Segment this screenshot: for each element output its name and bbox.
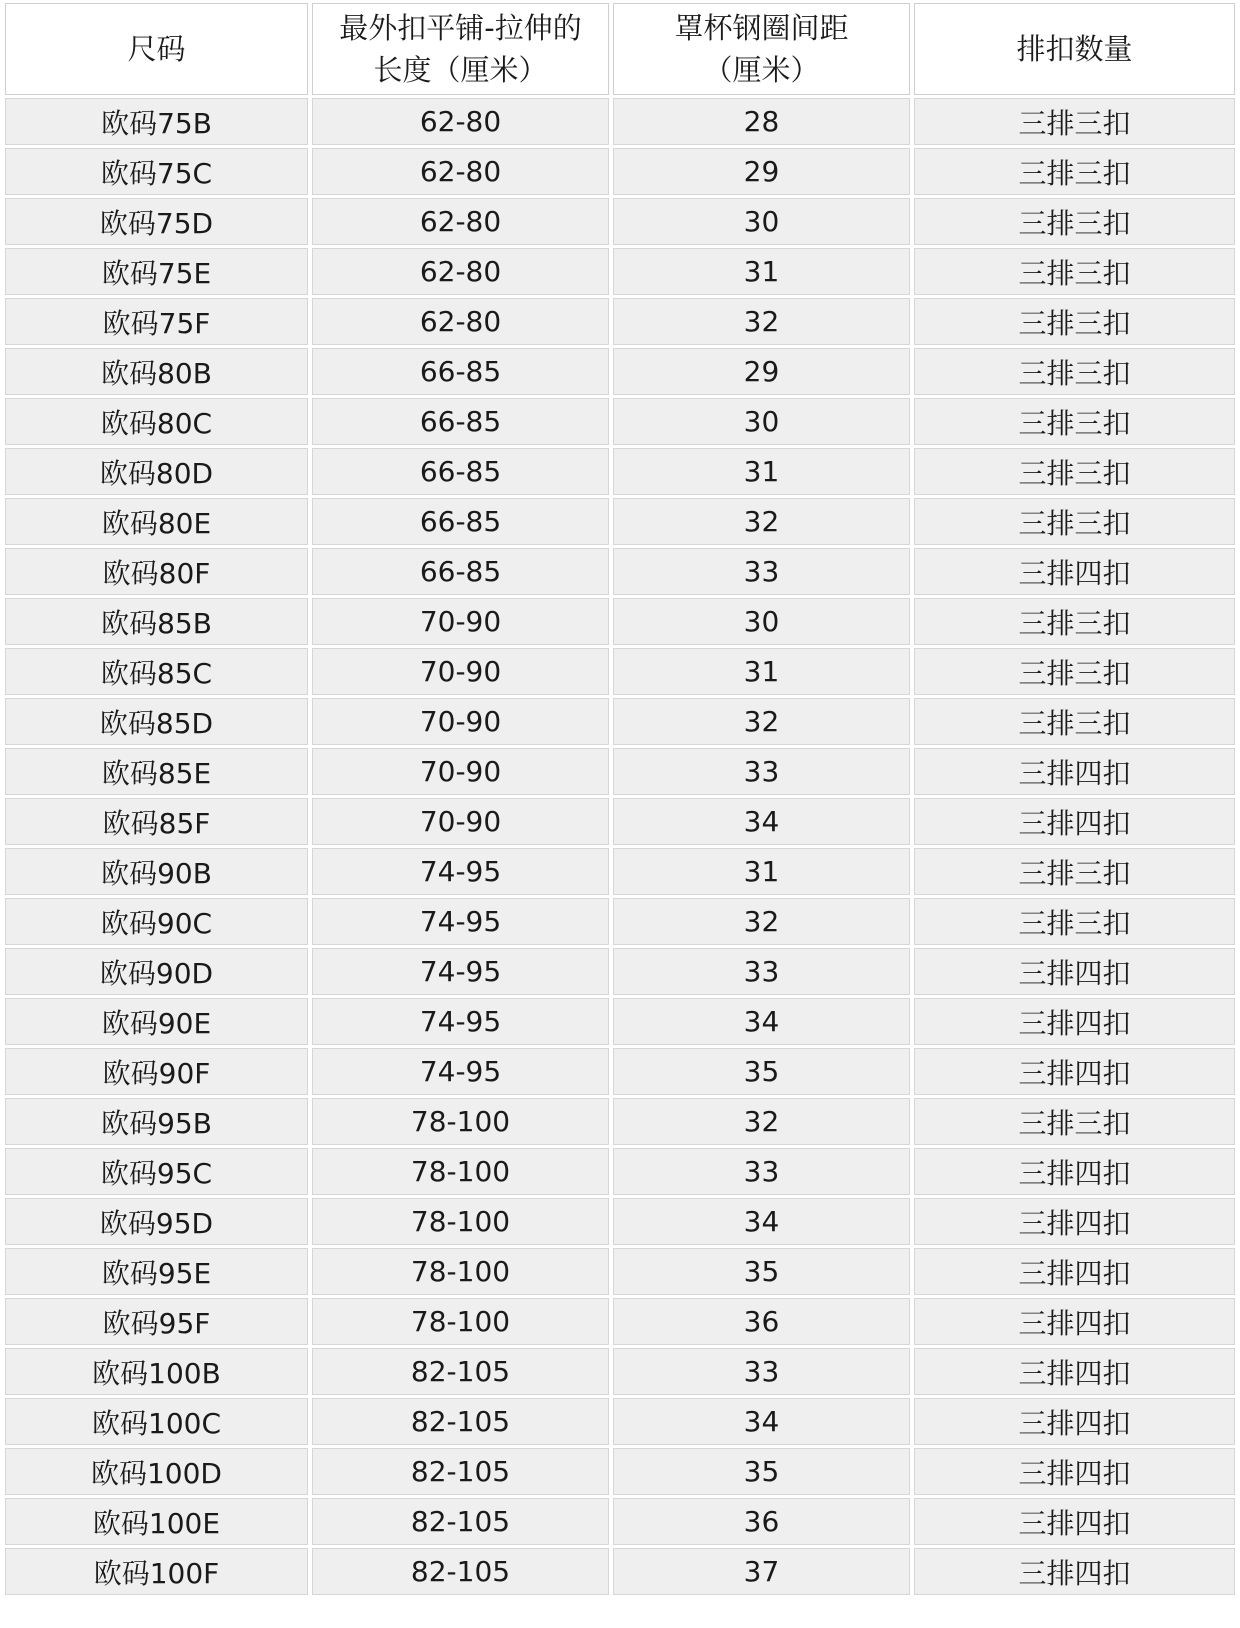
cell-size: 欧码100E bbox=[5, 1498, 308, 1545]
table-row bbox=[5, 798, 1235, 848]
cell-underwire-spacing: 35 bbox=[613, 1048, 910, 1095]
cell-underwire-spacing: 33 bbox=[613, 748, 910, 795]
cell-underwire-spacing: 29 bbox=[613, 348, 910, 395]
cell-hook-count: 三排四扣 bbox=[914, 1048, 1235, 1095]
cell-band-stretch-length: 82-105 bbox=[312, 1498, 609, 1545]
cell-underwire-spacing: 37 bbox=[613, 1548, 910, 1595]
cell-underwire-spacing: 31 bbox=[613, 648, 910, 695]
table-row bbox=[5, 98, 1235, 148]
cell-underwire-spacing: 30 bbox=[613, 598, 910, 645]
cell-size: 欧码90B bbox=[5, 848, 308, 895]
cell-underwire-spacing: 31 bbox=[613, 848, 910, 895]
cell-size: 欧码90E bbox=[5, 998, 308, 1045]
cell-band-stretch-length: 62-80 bbox=[312, 98, 609, 145]
cell-band-stretch-length: 74-95 bbox=[312, 1048, 609, 1095]
cell-band-stretch-length: 70-90 bbox=[312, 748, 609, 795]
cell-hook-count: 三排四扣 bbox=[914, 1398, 1235, 1445]
cell-size: 欧码100F bbox=[5, 1548, 308, 1595]
cell-underwire-spacing: 34 bbox=[613, 1398, 910, 1445]
cell-band-stretch-length: 66-85 bbox=[312, 448, 609, 495]
cell-band-stretch-length: 66-85 bbox=[312, 498, 609, 545]
cell-underwire-spacing: 33 bbox=[613, 948, 910, 995]
cell-hook-count: 三排四扣 bbox=[914, 998, 1235, 1045]
cell-band-stretch-length: 74-95 bbox=[312, 898, 609, 945]
cell-underwire-spacing: 28 bbox=[613, 98, 910, 145]
cell-hook-count: 三排三扣 bbox=[914, 298, 1235, 345]
table-row bbox=[5, 1048, 1235, 1098]
cell-size: 欧码75B bbox=[5, 98, 308, 145]
table-row bbox=[5, 748, 1235, 798]
table-row bbox=[5, 1398, 1235, 1448]
cell-hook-count: 三排三扣 bbox=[914, 398, 1235, 445]
cell-band-stretch-length: 78-100 bbox=[312, 1148, 609, 1195]
table-body bbox=[5, 98, 1235, 1598]
size-chart-table bbox=[5, 3, 1235, 1598]
table-row bbox=[5, 198, 1235, 248]
cell-size: 欧码85C bbox=[5, 648, 308, 695]
cell-size: 欧码95B bbox=[5, 1098, 308, 1145]
table-row bbox=[5, 598, 1235, 648]
cell-hook-count: 三排四扣 bbox=[914, 1298, 1235, 1345]
column-header-band-stretch-length: 最外扣平铺-拉伸的 长度（厘米） bbox=[312, 3, 609, 95]
cell-underwire-spacing: 34 bbox=[613, 1198, 910, 1245]
cell-band-stretch-length: 62-80 bbox=[312, 148, 609, 195]
cell-size: 欧码95F bbox=[5, 1298, 308, 1345]
cell-band-stretch-length: 74-95 bbox=[312, 848, 609, 895]
table-row bbox=[5, 848, 1235, 898]
cell-band-stretch-length: 70-90 bbox=[312, 598, 609, 645]
cell-size: 欧码95E bbox=[5, 1248, 308, 1295]
cell-hook-count: 三排三扣 bbox=[914, 898, 1235, 945]
table-row bbox=[5, 1548, 1235, 1598]
cell-band-stretch-length: 62-80 bbox=[312, 198, 609, 245]
table-row bbox=[5, 348, 1235, 398]
cell-size: 欧码100C bbox=[5, 1398, 308, 1445]
table-row bbox=[5, 898, 1235, 948]
cell-underwire-spacing: 31 bbox=[613, 248, 910, 295]
cell-hook-count: 三排三扣 bbox=[914, 248, 1235, 295]
cell-size: 欧码85B bbox=[5, 598, 308, 645]
table-row bbox=[5, 248, 1235, 298]
cell-underwire-spacing: 31 bbox=[613, 448, 910, 495]
cell-size: 欧码95D bbox=[5, 1198, 308, 1245]
cell-hook-count: 三排四扣 bbox=[914, 748, 1235, 795]
table-row bbox=[5, 1248, 1235, 1298]
cell-underwire-spacing: 36 bbox=[613, 1498, 910, 1545]
cell-size: 欧码85D bbox=[5, 698, 308, 745]
table-row bbox=[5, 148, 1235, 198]
cell-hook-count: 三排三扣 bbox=[914, 148, 1235, 195]
table-row bbox=[5, 498, 1235, 548]
cell-hook-count: 三排三扣 bbox=[914, 648, 1235, 695]
cell-size: 欧码75C bbox=[5, 148, 308, 195]
cell-size: 欧码75F bbox=[5, 298, 308, 345]
cell-size: 欧码80F bbox=[5, 548, 308, 595]
cell-band-stretch-length: 78-100 bbox=[312, 1198, 609, 1245]
cell-underwire-spacing: 32 bbox=[613, 298, 910, 345]
cell-underwire-spacing: 36 bbox=[613, 1298, 910, 1345]
cell-size: 欧码80B bbox=[5, 348, 308, 395]
cell-underwire-spacing: 33 bbox=[613, 1148, 910, 1195]
column-header-underwire-spacing: 罩杯钢圈间距 （厘米） bbox=[613, 3, 910, 95]
table-row bbox=[5, 1498, 1235, 1548]
cell-underwire-spacing: 29 bbox=[613, 148, 910, 195]
cell-hook-count: 三排四扣 bbox=[914, 1348, 1235, 1395]
cell-underwire-spacing: 35 bbox=[613, 1448, 910, 1495]
cell-underwire-spacing: 32 bbox=[613, 1098, 910, 1145]
cell-size: 欧码90C bbox=[5, 898, 308, 945]
cell-band-stretch-length: 82-105 bbox=[312, 1448, 609, 1495]
cell-size: 欧码100B bbox=[5, 1348, 308, 1395]
cell-hook-count: 三排三扣 bbox=[914, 198, 1235, 245]
cell-band-stretch-length: 62-80 bbox=[312, 248, 609, 295]
cell-band-stretch-length: 82-105 bbox=[312, 1398, 609, 1445]
cell-size: 欧码90F bbox=[5, 1048, 308, 1095]
table-row bbox=[5, 1298, 1235, 1348]
table-row bbox=[5, 1348, 1235, 1398]
cell-band-stretch-length: 78-100 bbox=[312, 1098, 609, 1145]
cell-size: 欧码80C bbox=[5, 398, 308, 445]
table-row bbox=[5, 1148, 1235, 1198]
cell-hook-count: 三排三扣 bbox=[914, 448, 1235, 495]
cell-band-stretch-length: 66-85 bbox=[312, 548, 609, 595]
cell-underwire-spacing: 33 bbox=[613, 548, 910, 595]
cell-hook-count: 三排三扣 bbox=[914, 1098, 1235, 1145]
cell-band-stretch-length: 74-95 bbox=[312, 948, 609, 995]
cell-size: 欧码75D bbox=[5, 198, 308, 245]
cell-underwire-spacing: 30 bbox=[613, 198, 910, 245]
cell-hook-count: 三排三扣 bbox=[914, 698, 1235, 745]
cell-band-stretch-length: 66-85 bbox=[312, 398, 609, 445]
cell-underwire-spacing: 33 bbox=[613, 1348, 910, 1395]
cell-underwire-spacing: 35 bbox=[613, 1248, 910, 1295]
cell-underwire-spacing: 32 bbox=[613, 698, 910, 745]
cell-hook-count: 三排四扣 bbox=[914, 1248, 1235, 1295]
table-row bbox=[5, 548, 1235, 598]
cell-band-stretch-length: 78-100 bbox=[312, 1298, 609, 1345]
cell-size: 欧码85E bbox=[5, 748, 308, 795]
cell-hook-count: 三排四扣 bbox=[914, 1548, 1235, 1595]
cell-band-stretch-length: 82-105 bbox=[312, 1548, 609, 1595]
cell-hook-count: 三排三扣 bbox=[914, 348, 1235, 395]
cell-hook-count: 三排四扣 bbox=[914, 1148, 1235, 1195]
table-row bbox=[5, 948, 1235, 998]
cell-underwire-spacing: 34 bbox=[613, 798, 910, 845]
table-row bbox=[5, 1098, 1235, 1148]
table-row bbox=[5, 298, 1235, 348]
table-row bbox=[5, 398, 1235, 448]
table-row bbox=[5, 1198, 1235, 1248]
cell-size: 欧码80D bbox=[5, 448, 308, 495]
column-header-size: 尺码 bbox=[5, 3, 308, 95]
cell-hook-count: 三排四扣 bbox=[914, 1198, 1235, 1245]
cell-underwire-spacing: 34 bbox=[613, 998, 910, 1045]
cell-band-stretch-length: 70-90 bbox=[312, 698, 609, 745]
cell-underwire-spacing: 30 bbox=[613, 398, 910, 445]
cell-hook-count: 三排三扣 bbox=[914, 598, 1235, 645]
cell-size: 欧码75E bbox=[5, 248, 308, 295]
cell-band-stretch-length: 78-100 bbox=[312, 1248, 609, 1295]
cell-underwire-spacing: 32 bbox=[613, 498, 910, 545]
cell-hook-count: 三排三扣 bbox=[914, 848, 1235, 895]
table-row bbox=[5, 1448, 1235, 1498]
cell-hook-count: 三排四扣 bbox=[914, 1498, 1235, 1545]
cell-size: 欧码95C bbox=[5, 1148, 308, 1195]
cell-hook-count: 三排四扣 bbox=[914, 798, 1235, 845]
cell-hook-count: 三排三扣 bbox=[914, 498, 1235, 545]
table-header-row bbox=[5, 3, 1235, 95]
cell-hook-count: 三排四扣 bbox=[914, 948, 1235, 995]
cell-size: 欧码85F bbox=[5, 798, 308, 845]
table-row bbox=[5, 448, 1235, 498]
cell-hook-count: 三排四扣 bbox=[914, 548, 1235, 595]
cell-band-stretch-length: 62-80 bbox=[312, 298, 609, 345]
cell-underwire-spacing: 32 bbox=[613, 898, 910, 945]
cell-band-stretch-length: 70-90 bbox=[312, 798, 609, 845]
table-row bbox=[5, 698, 1235, 748]
cell-size: 欧码80E bbox=[5, 498, 308, 545]
cell-size: 欧码90D bbox=[5, 948, 308, 995]
cell-band-stretch-length: 82-105 bbox=[312, 1348, 609, 1395]
cell-band-stretch-length: 70-90 bbox=[312, 648, 609, 695]
cell-band-stretch-length: 74-95 bbox=[312, 998, 609, 1045]
cell-band-stretch-length: 66-85 bbox=[312, 348, 609, 395]
table-row bbox=[5, 998, 1235, 1048]
table-row bbox=[5, 648, 1235, 698]
cell-hook-count: 三排三扣 bbox=[914, 98, 1235, 145]
cell-hook-count: 三排四扣 bbox=[914, 1448, 1235, 1495]
column-header-hook-count: 排扣数量 bbox=[914, 3, 1235, 95]
cell-size: 欧码100D bbox=[5, 1448, 308, 1495]
